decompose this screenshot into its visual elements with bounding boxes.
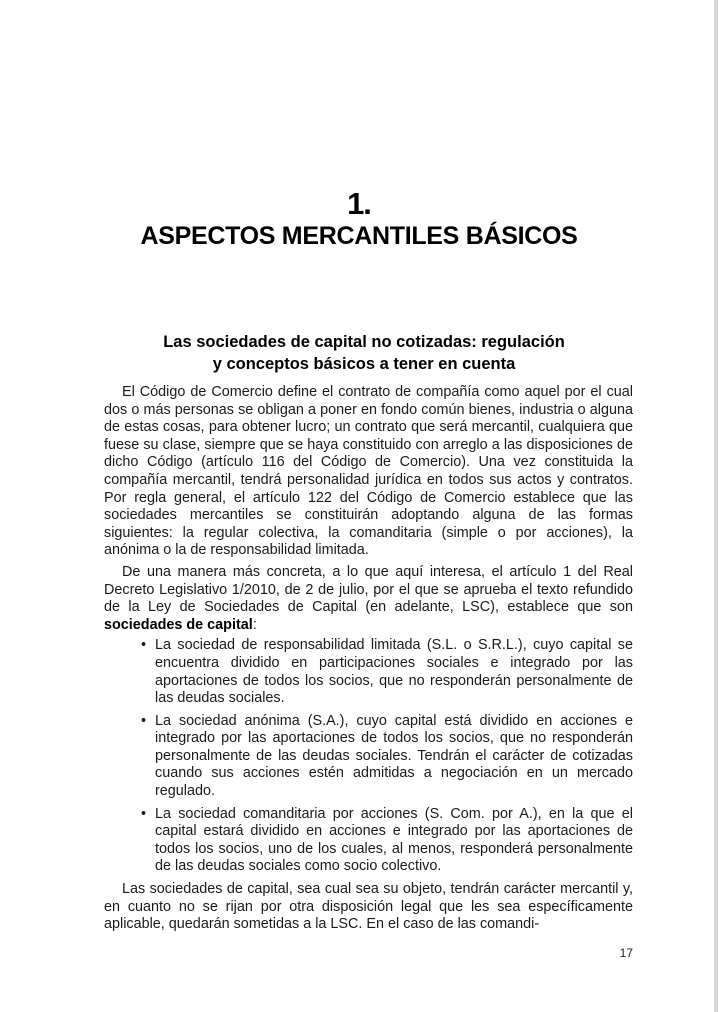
list-item bbox=[141, 712, 633, 801]
list-item bbox=[141, 637, 633, 707]
list-item-text: La sociedad anónima (S.A.), cuyo capital está dividido en acciones e integrado por las aportaciones de todos los socios, que no responderán personalmente de las deudas sociales. Tendrán el carácter de cotizadas cuando sus acciones estén admitidas a negociación en un mercado regulado. bbox=[155, 712, 633, 800]
list-item bbox=[141, 805, 633, 876]
paragraph-2-emphasis: sociedades de capital bbox=[104, 616, 253, 633]
list-item-text: La sociedad de responsabilidad limitada (S.L. o S.R.L.), cuyo capital se encuentra dividido en participaciones sociales e integrado por las aportaciones de todos los socios, que no responderán personalmente de las deudas sociales. bbox=[155, 637, 633, 707]
paragraph-1: El Código de Comercio define el contrato de compañía como aquel por el cual dos o más personas se obligan a poner en fondo común bienes, industria o alguna de estas cosas, para obtener lucro; un contrato que será mercantil, cualquiera que fuese su clase, siempre que se haya constituido con arreglo a las disposiciones de dicho Código (artículo 116 del Código de Comercio). Una vez constituida la compañía mercantil, tendrá personalidad jurídica en todos sus actos y contratos. Por regla general, el artículo 122 del Código de Comercio establece que las sociedades mercantiles se constituirán adoptando alguna de las formas siguientes: la regular colectiva, la comanditaria (simple o por acciones), la anónima o la de responsabilidad limitada. bbox=[104, 384, 633, 559]
page-number: 17 bbox=[619, 946, 633, 960]
bullet-icon: • bbox=[141, 805, 147, 822]
paragraph-2-end: : bbox=[252, 616, 257, 633]
body-text bbox=[104, 384, 633, 938]
section-heading-line-2: y conceptos básicos a tener en cuenta bbox=[212, 355, 516, 373]
chapter-title: ASPECTOS MERCANTILES BÁSICOS bbox=[140, 222, 578, 250]
paragraph-2-text: De una manera más concreta, a lo que aquí interesa, el artículo 1 del Real Decreto Legislativo 1/2010, de 2 de julio, por el que se aprueba el texto refundido de la Ley de Sociedades de Capital (en adelante, LSC), establece que son bbox=[104, 563, 633, 616]
bullet-icon: • bbox=[141, 712, 147, 729]
section-heading-line-1: Las sociedades de capital no cotizadas: regulación bbox=[163, 333, 565, 351]
section-heading bbox=[104, 331, 624, 375]
paragraph-2 bbox=[104, 564, 633, 634]
bullet-icon: • bbox=[141, 637, 147, 654]
paragraph-3: Las sociedades de capital, sea cual sea su objeto, tendrán carácter mercantil y, en cuanto no se rijan por otra disposición legal que les sea específicamente aplicable, quedarán sometidas a la LSC. En el caso de las comandi- bbox=[104, 881, 633, 933]
company-types-list bbox=[104, 637, 633, 876]
chapter-number: 1. bbox=[347, 186, 371, 221]
list-item-text: La sociedad comanditaria por acciones (S. Com. por A.), en la que el capital estará dividido en acciones e integrado por las aportaciones de todos los socios, uno de los cuales, al menos, responderá personalmente de las deudas sociales como socio colectivo. bbox=[155, 805, 633, 875]
page-edge-shadow bbox=[714, 0, 718, 1012]
